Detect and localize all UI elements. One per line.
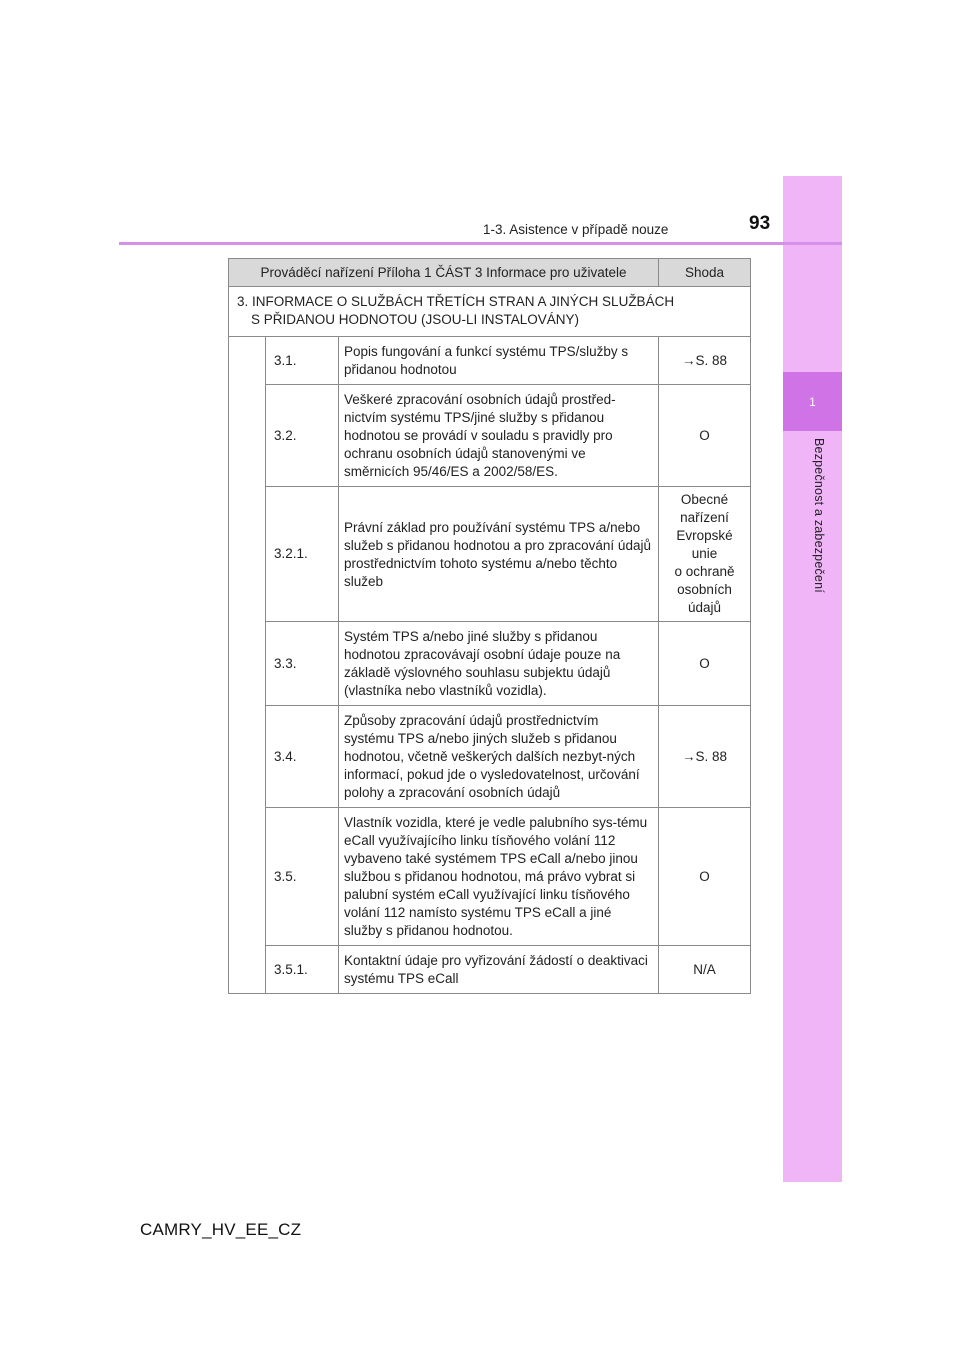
row-compliance: Obecné nařízení Evropské unie o ochraně osobních údajů (659, 487, 751, 622)
chapter-number-tab (783, 372, 842, 431)
table-header-row (229, 259, 751, 287)
header-divider (119, 242, 842, 245)
table-row (229, 385, 751, 487)
row-description: Vlastník vozidla, které je vedle palubního sys-tému eCall využívajícího linku tísňového volání 112 vybaveno také systémem TPS eCall a/nebo jinou službou s přidanou hodnotou, má právo vybrat si palubní systém eCall využívající linku tísňového volání 112 namísto systému TPS eCall a jiné služby s přidanou hodnotou. (339, 808, 659, 946)
table-row (229, 946, 751, 994)
chapter-side-tab (783, 176, 842, 1182)
row-number: 3.4. (266, 706, 339, 808)
row-compliance: O (659, 385, 751, 487)
table-row (229, 808, 751, 946)
row-compliance: O (659, 622, 751, 706)
page-number: 93 (749, 213, 771, 234)
table-intro-cell (229, 287, 751, 337)
footer-document-code: CAMRY_HV_EE_CZ (140, 1220, 302, 1239)
row-number: 3.2. (266, 385, 339, 487)
table-row (229, 337, 751, 385)
table-row (229, 622, 751, 706)
chapter-title: Bezpečnost a zabezpečení (812, 438, 826, 593)
row-description: Kontaktní údaje pro vyřizování žádostí o deaktivaci systému TPS eCall (339, 946, 659, 994)
row-number: 3.3. (266, 622, 339, 706)
table-row (229, 706, 751, 808)
indent-cell (229, 337, 266, 994)
row-compliance: N/A (659, 946, 751, 994)
row-compliance: →S. 88 (659, 337, 751, 385)
chapter-number: 1 (809, 394, 816, 409)
row-number: 3.5.1. (266, 946, 339, 994)
table-row (229, 487, 751, 622)
compliance-table (228, 258, 751, 994)
table-header-compliance: Shoda (659, 259, 751, 287)
intro-line-2: S PŘIDANOU HODNOTOU (JSOU-LI INSTALOVÁNY) (251, 312, 580, 327)
row-compliance: O (659, 808, 751, 946)
intro-line-1: 3. INFORMACE O SLUŽBÁCH TŘETÍCH STRAN A JINÝCH SLUŽBÁCH (237, 294, 675, 309)
table-header-regulation: Prováděcí nařízení Příloha 1 ČÁST 3 Informace pro uživatele (229, 259, 659, 287)
row-description: Systém TPS a/nebo jiné služby s přidanou hodnotou zpracovávají osobní údaje pouze na základě výslovného souhlasu subjektu údajů (vlastníka nebo vlastníků vozidla). (339, 622, 659, 706)
row-description: Způsoby zpracování údajů prostřednictvím systému TPS a/nebo jiných služeb s přidanou hodnotou, včetně veškerých dalších nezbyt-ných informací, pokud jde o vysledovatelnost, určování polohy a zpracování osobních údajů (339, 706, 659, 808)
row-number: 3.1. (266, 337, 339, 385)
row-description: Veškeré zpracování osobních údajů prostřed-nictvím systému TPS/jiné služby s přidanou hodnotou se provádí v souladu s pravidly pro ochranu osobních údajů stanovenými ve směrnicích 95/46/ES a 2002/58/ES. (339, 385, 659, 487)
table-intro-row (229, 287, 751, 337)
row-number: 3.2.1. (266, 487, 339, 622)
row-compliance: →S. 88 (659, 706, 751, 808)
row-number: 3.5. (266, 808, 339, 946)
section-title: 1-3. Asistence v případě nouze (483, 222, 669, 237)
row-description: Popis fungování a funkcí systému TPS/služby s přidanou hodnotou (339, 337, 659, 385)
row-description: Právní základ pro používání systému TPS a/nebo služeb s přidanou hodnotou a pro zpracování údajů prostřednictvím tohoto systému a/nebo těchto služeb (339, 487, 659, 622)
